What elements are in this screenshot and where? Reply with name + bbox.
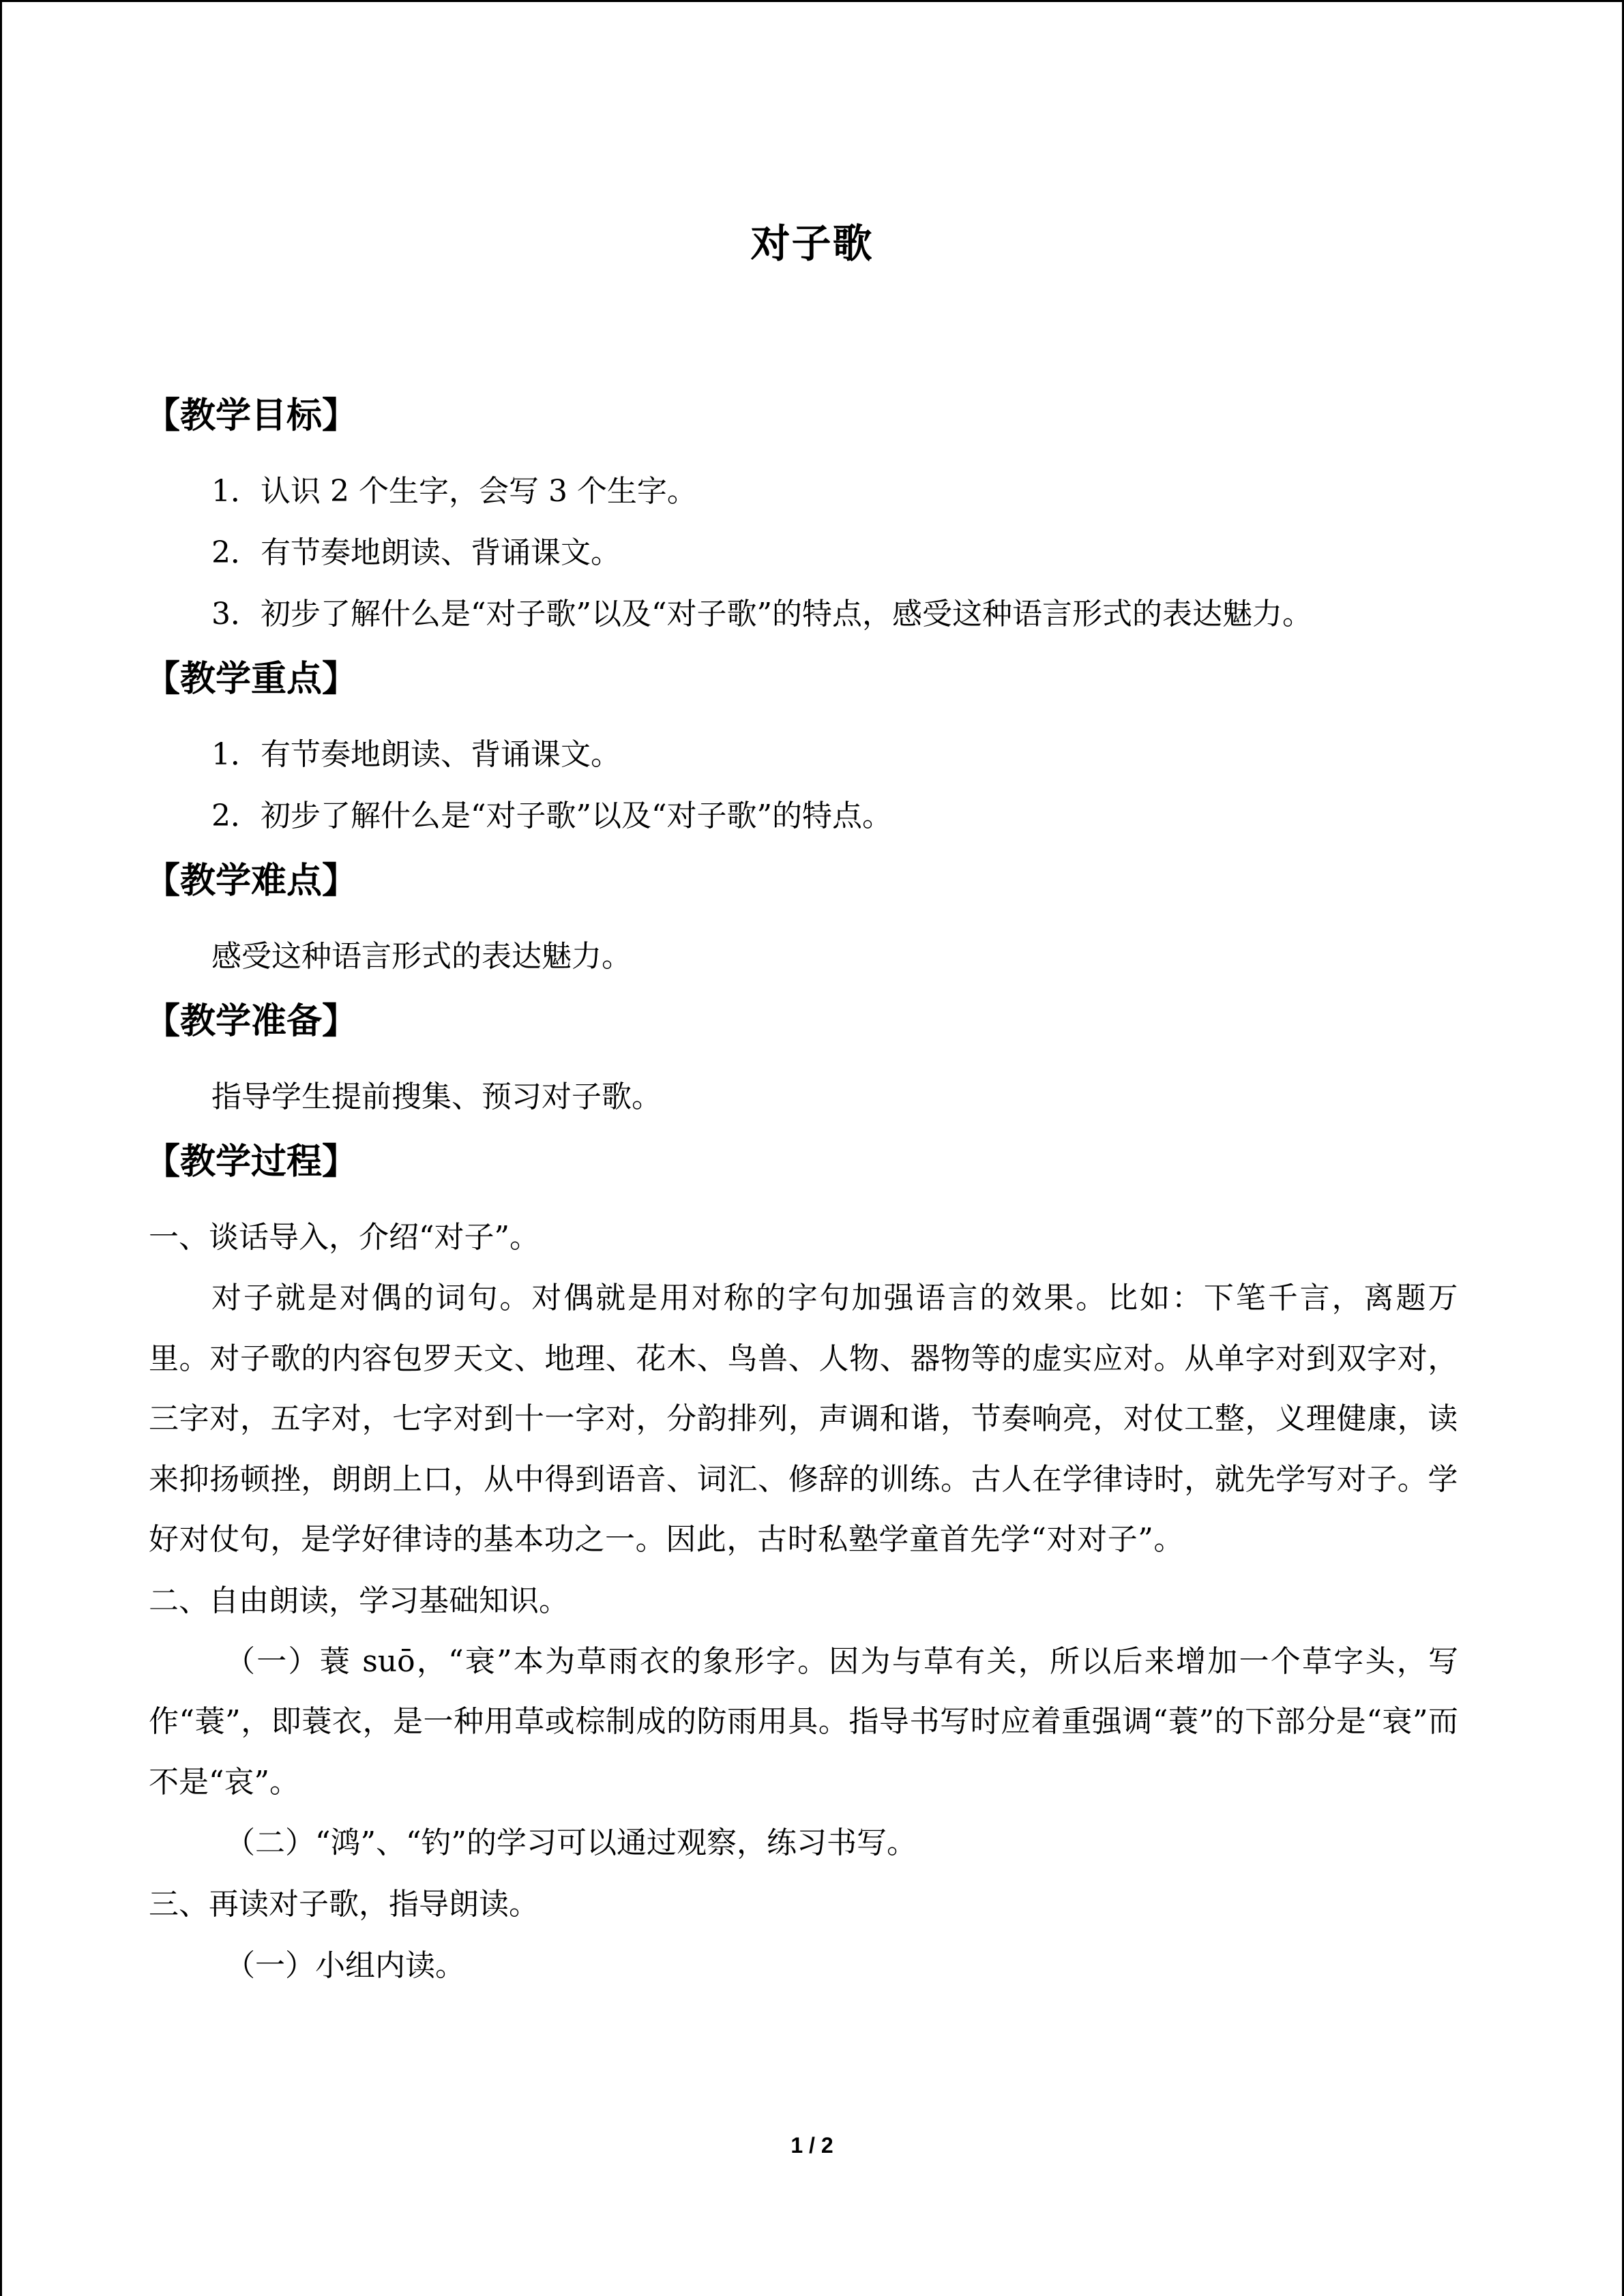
goal-item: 3．初步了解什么是“对子歌”以及“对子歌”的特点，感受这种语言形式的表达魅力。 (211, 597, 1312, 631)
preparation-item: 指导学生提前搜集、预习对子歌。 (211, 1079, 662, 1114)
process-step-2-sub-2: （二）“鸿”、“钓”的学习可以通过观察，练习书写。 (225, 1825, 917, 1860)
process-step-3-title: 三、再读对子歌，指导朗读。 (149, 1887, 539, 1922)
goal-item: 1．认识 2 个生字，会写 3 个生字。 (211, 474, 697, 509)
process-step-3-sub-1: （一）小组内读。 (225, 1948, 465, 1983)
section-heading-process: 【教学过程】 (145, 1141, 358, 1182)
document-title: 对子歌 (750, 220, 874, 267)
goal-item: 2．有节奏地朗读、背诵课文。 (211, 535, 621, 570)
process-step-2-sub-1: （一）蓑 suō，“衰”本为草雨衣的象形字。因为与草有关，所以后来增加一个草字头，写作“蓑”，即蓑衣，是一种用草或棕制成的防雨用具。指导书写时应着重强调“蓑”的下部分是“衰”而不是“哀”。 (149, 1643, 1458, 1800)
process-step-1-text: 对子就是对偶的词句。对偶就是用对称的字句加强语言的效果。比如：下笔千言，离题万里。对子歌的内容包罗天文、地理、花木、鸟兽、人物、器物等的虚实应对。从单字对到双字对，三字对，五字对，七字对到十一字对，分韵排列，声调和谐，节奏响亮，对仗工整，义理健康，读来抑扬顿挫，朗朗上口，从中得到语音、词汇、修辞的训练。古人在学律诗时，就先学写对子。学好对仗句，是学好律诗的基本功之一。因此，古时私塾学童首先学“对对子”。 (149, 1281, 1458, 1557)
section-heading-goals: 【教学目标】 (145, 395, 358, 436)
section-heading-key-points: 【教学重点】 (145, 658, 358, 700)
section-preparation (145, 994, 1458, 1128)
process-step-1-title: 一、谈话导入，介绍“对子”。 (149, 1220, 540, 1255)
key-point-item: 2．初步了解什么是“对子歌”以及“对子歌”的特点。 (211, 799, 892, 833)
section-process (145, 1135, 1458, 1997)
document-body (145, 389, 1458, 1999)
page-number: 1 / 2 (791, 2133, 833, 2158)
difficulty-item: 感受这种语言形式的表达魅力。 (211, 939, 632, 974)
process-step-2-title: 二、自由朗读，学习基础知识。 (149, 1583, 569, 1618)
section-heading-difficulties: 【教学难点】 (145, 860, 358, 901)
section-difficulties (145, 854, 1458, 987)
section-heading-preparation: 【教学准备】 (145, 1000, 358, 1042)
section-key-points (145, 652, 1458, 847)
key-point-item: 1．有节奏地朗读、背诵课文。 (211, 737, 621, 772)
section-goals (145, 389, 1458, 645)
